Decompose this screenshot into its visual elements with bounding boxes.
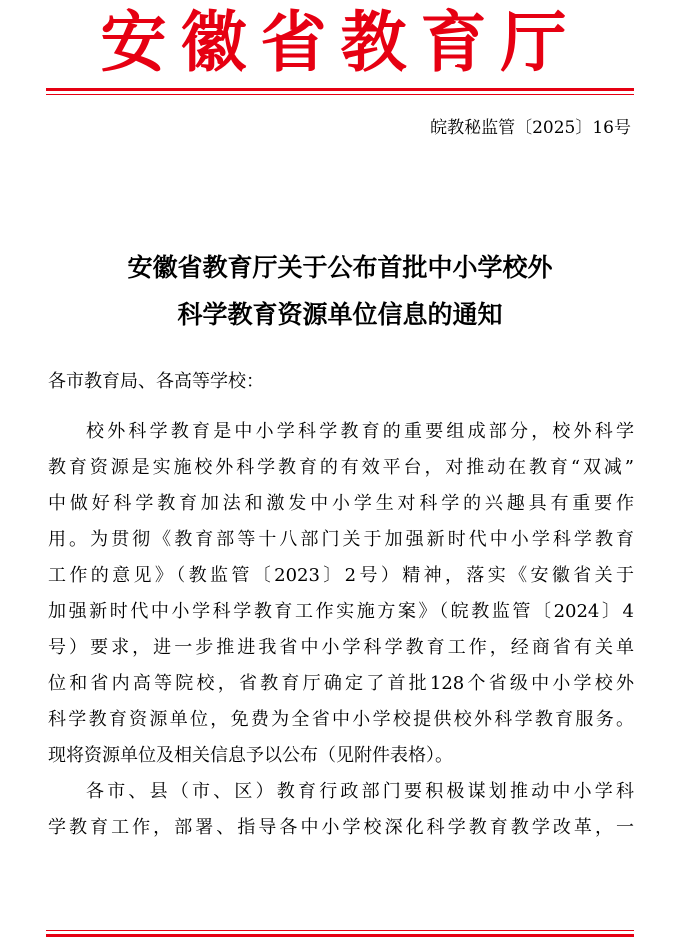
masthead-divider-thick <box>46 88 634 91</box>
document-title-line-1: 安徽省教育厅关于公布首批中小学校外 <box>127 253 553 282</box>
footer-divider-thick <box>46 934 634 937</box>
document-number: 皖教秘监管〔2025〕16号 <box>430 118 631 138</box>
body-line: 教育资源是实施校外科学教育的有效平台，对推动在教育“双减” <box>48 457 634 478</box>
body-line: 用。为贯彻《教育部等十八部门关于加强新时代中小学科学教育 <box>48 529 634 550</box>
body-line: 工作的意见》（教监管〔2023〕2号）精神，落实《安徽省关于 <box>48 565 634 586</box>
body-line: 学教育工作，部署、指导各中小学校深化科学教育教学改革，一 <box>48 817 634 838</box>
body-line: 现将资源单位及相关信息予以公布（见附件表格）。 <box>48 745 453 766</box>
body-line: 校外科学教育是中小学科学教育的重要组成部分，校外科学 <box>86 421 634 442</box>
document-body <box>48 414 634 846</box>
masthead-title: 安徽省教育厅 <box>100 3 581 81</box>
body-line: 号）要求，进一步推进我省中小学科学教育工作，经商省有关单 <box>48 637 634 658</box>
document-title-line-2: 科学教育资源单位信息的通知 <box>177 300 503 329</box>
document-title <box>46 244 634 338</box>
body-line: 中做好科学教育加法和激发中小学生对科学的兴趣具有重要作 <box>48 493 634 514</box>
masthead-divider-thin <box>46 94 634 95</box>
body-line: 加强新时代中小学科学教育工作实施方案》（皖教监管〔2024〕4 <box>48 601 634 622</box>
body-line: 位和省内高等院校，省教育厅确定了首批128个省级中小学校外 <box>48 673 634 694</box>
body-line: 科学教育资源单位，免费为全省中小学校提供校外科学教育服务。 <box>48 709 634 730</box>
footer-divider-thin <box>46 930 634 931</box>
addressee: 各市教育局、各高等学校： <box>48 371 264 392</box>
body-line: 各市、县（市、区）教育行政部门要积极谋划推动中小学科 <box>86 781 634 802</box>
